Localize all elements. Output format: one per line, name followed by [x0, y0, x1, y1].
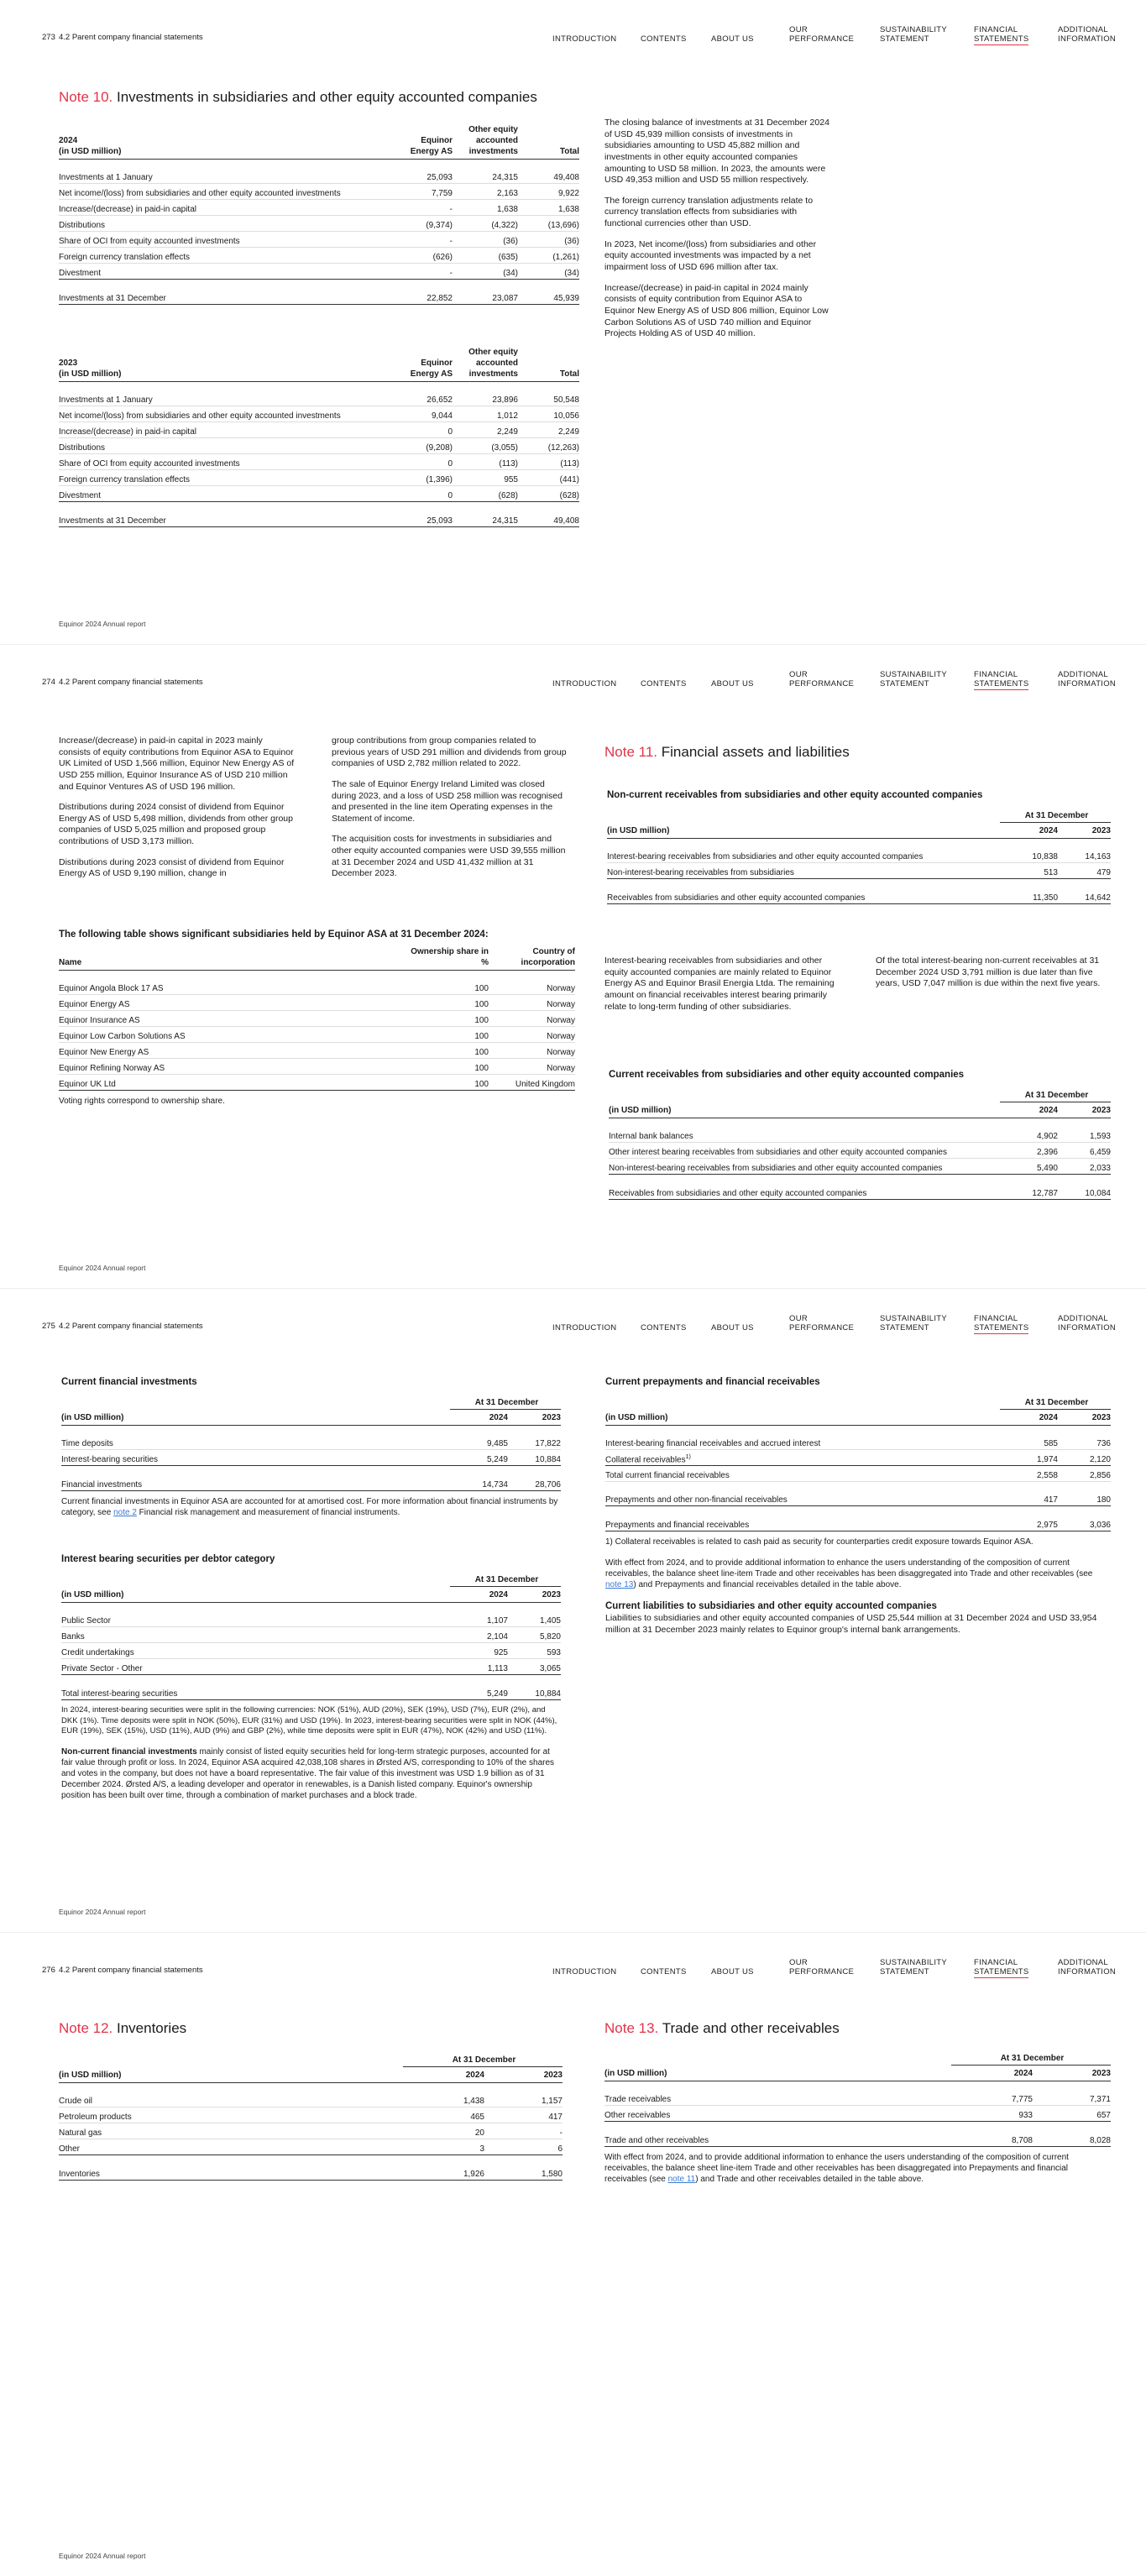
- table-total-row: Inventories 1,926 1,580: [59, 2155, 563, 2180]
- nav-sustainability-statement[interactable]: SUSTAINABILITY STATEMENT: [880, 1958, 948, 1977]
- trade-receivables-table: At 31 December (in USD million) 2024 2023 Trade receivables 7,775 7,371 Other receivables 933 657 Trade and other receivables 8,708 8,028: [604, 2049, 1111, 2147]
- nav-additional-information[interactable]: ADDITIONAL INFORMATION: [1058, 1314, 1117, 1333]
- page-number: 276: [42, 1966, 55, 1975]
- table-row: Net income/(loss) from subsidiaries and other equity accounted investments 7,759 2,163 9,922: [59, 184, 579, 200]
- table-row: Equinor Insurance AS 100 Norway: [59, 1010, 575, 1026]
- table-row: Distributions (9,208) (3,055) (12,263): [59, 438, 579, 454]
- table-total-row: Receivables from subsidiaries and other equity accounted companies 12,787 10,084: [609, 1175, 1111, 1200]
- table-row: Equinor UK Ltd 100 United Kingdom: [59, 1074, 575, 1090]
- footer: Equinor 2024 Annual report: [59, 619, 146, 628]
- nav-introduction[interactable]: INTRODUCTION: [552, 1967, 617, 1977]
- ibs-para: In 2024, interest-bearing securities were split in the following currencies: NOK (51%), AUD (20%), SEK (19%), USD (7%), EUR (2%), and DKK (1%). Time deposits were split in NOK (50%), EUR (31%) and USD (19%). In 2023, interest-bearing securities were split in NOK (44%), EUR (19%), SEK (15%), USD (11%), AUD (9%) and GBP (2%), while time deposits were split in EUR (47%), NOK (42%) and USD (11%).: [61, 1705, 557, 1736]
- table-row: Time deposits 9,485 17,822: [61, 1434, 561, 1450]
- nav-financial-statements[interactable]: FINANCIAL STATEMENTS: [974, 25, 1029, 44]
- table-row: Other receivables 933 657: [604, 2105, 1111, 2121]
- table-row: Foreign currency translation effects (1,396) 955 (441): [59, 470, 579, 486]
- note-13-link[interactable]: note 13: [605, 1580, 634, 1590]
- footer: Equinor 2024 Annual report: [59, 2551, 146, 2560]
- table-body: [59, 390, 579, 502]
- nav-about-us[interactable]: ABOUT US: [711, 1967, 754, 1977]
- cl-para: Liabilities to subsidiaries and other equity accounted companies of USD 25,544 million at 31 December 2024 and USD 33,954 million at 31 December 2023 mainly relates to Equinor group's internal bank arrangements.: [605, 1613, 1097, 1636]
- table-total-row: Receivables from subsidiaries and other equity accounted companies 11,350 14,642: [607, 879, 1111, 904]
- nav-financial-statements[interactable]: FINANCIAL STATEMENTS: [974, 1958, 1029, 1977]
- table-total-row: Investments at 31 December 22,852 23,087 45,939: [59, 280, 579, 305]
- ncr-title: Non-current receivables from subsidiaries and other equity accounted companies: [607, 790, 983, 800]
- note-12-title: Note 12. Inventories: [59, 2020, 187, 2036]
- table-body: [59, 168, 579, 280]
- table-subtotal-row: Total current financial receivables 2,558 2,856: [605, 1466, 1111, 1482]
- page-number: 275: [42, 1322, 55, 1331]
- cpf-footnote: 1) Collateral receivables is related to cash paid as security for counterparties credit exposure towards Equinor ASA.: [605, 1537, 1033, 1547]
- subsidiaries-table: Name Ownership share in % Country of incorporation Equinor Angola Block 17 AS 100 Norway Equinor Energy AS 100 Norway Equinor Insurance AS 100 Norway Equinor Low Carbon Solutions AS 100 Norway Equinor New Energy AS 100 Norway Equinor Refining Norway AS 100 Norway Equinor UK Ltd 100 United Kingdom: [59, 946, 575, 1089]
- table-row: Natural gas 20 -: [59, 2123, 563, 2139]
- table-row: Credit undertakings 925 593: [61, 1643, 561, 1659]
- nav-financial-statements[interactable]: FINANCIAL STATEMENTS: [974, 1314, 1029, 1333]
- table-body: [59, 978, 575, 1090]
- note-11-link[interactable]: note 11: [667, 2174, 696, 2184]
- page-275: [0, 1288, 1146, 1932]
- note-11-title: Note 11. Financial assets and liabilities: [604, 744, 850, 760]
- nav-our-performance[interactable]: OUR PERFORMANCE: [789, 670, 855, 689]
- table-row: Private Sector - Other 1,113 3,065: [61, 1659, 561, 1675]
- nav-introduction[interactable]: INTRODUCTION: [552, 679, 617, 689]
- table-row: Foreign currency translation effects (626) (635) (1,261): [59, 248, 579, 264]
- nav-about-us[interactable]: ABOUT US: [711, 34, 754, 44]
- nav-sustainability-statement[interactable]: SUSTAINABILITY STATEMENT: [880, 1314, 948, 1333]
- nav-contents[interactable]: CONTENTS: [641, 1967, 687, 1977]
- table-row: Crude oil 1,438 1,157: [59, 2091, 563, 2107]
- page-header: [42, 670, 1117, 690]
- table-row: Public Sector 1,107 1,405: [61, 1611, 561, 1627]
- ibs-title: Interest bearing securities per debtor category: [61, 1554, 275, 1564]
- table-row: Equinor Energy AS 100 Norway: [59, 994, 575, 1010]
- table-body: [59, 2091, 563, 2155]
- table-row: Interest-bearing receivables from subsidiaries and other equity accounted companies 10,838 14,163: [607, 847, 1111, 863]
- table-row: Non-interest-bearing receivables from subsidiaries 513 479: [607, 863, 1111, 879]
- nav-our-performance[interactable]: OUR PERFORMANCE: [789, 1958, 855, 1977]
- table-row: Equinor Angola Block 17 AS 100 Norway: [59, 978, 575, 994]
- note-10-continued-left: Increase/(decrease) in paid-in capital in 2023 mainly consists of equity contributions from Equinor ASA to Equinor UK Limited of USD 1,566 million, Equinor New Energy AS of USD 255 million, Equinor Insurance AS of USD 210 million and Equinor Ventures AS of USD 196 million. Distributions during 2024 consist of dividend from Equinor Energy AS of USD 5,498 million, dividends from other group companies of USD 5,025 million and proposed group contributions of USD 3,173 million. Distributions during 2023 consist of dividend from Equinor Energy AS of USD 9,190 million, change in: [59, 736, 295, 879]
- note-13-title: Note 13. Trade and other receivables: [604, 2020, 840, 2036]
- table-row: Other 3 6: [59, 2139, 563, 2155]
- table-body: [61, 1434, 561, 1466]
- table-row: Equinor Low Carbon Solutions AS 100 Norway: [59, 1026, 575, 1042]
- note-10-text: The closing balance of investments at 31 December 2024 of USD 45,939 million consists of investments in subsidiaries amounting to USD 45,882 million and investments in other equity accounted companies amounting to USD 58 million. In 2023, the amounts were USD 49,353 million and USD 55 million respectively. The foreign currency translation adjustments relate to currency translation effects from subsidiaries with functional currencies other than USD. In 2023, Net income/(loss) from subsidiaries and other equity accounted investments was impacted by a net impairment loss of USD 696 million after tax. Increase/(decrease) in paid-in capital in 2024 mainly consists of equity contribution from Equinor ASA to Equinor New Energy AS of USD 806 million, Equinor Low Carbon Solutions AS of USD 740 million and Equinor Projects Holding AS of USD 40 million.: [604, 118, 829, 339]
- table-row: Prepayments and other non-financial receivables 417 180: [605, 1490, 1111, 1506]
- note-2-link[interactable]: note 2: [113, 1508, 137, 1518]
- current-receivables-table: At 31 December (in USD million) 2024 2023 Internal bank balances 4,902 1,593 Other interest bearing receivables from subsidiaries and other equity accounted companies 2,396 6,459 Non-interest-bearing receivables from subsidiaries and other equity accounted companies 5,490 2,033 Receivables from subsidiaries and other equity accounted companies 12,787 10,084: [609, 1086, 1111, 1201]
- table-row: Other interest bearing receivables from subsidiaries and other equity accounted companies 2,396 6,459: [609, 1143, 1111, 1159]
- table-row: Share of OCI from equity accounted investments 0 (113) (113): [59, 454, 579, 470]
- ncfi-para: Non-current financial investments mainly consist of listed equity securities held for long-term strategic purposes, accounted for at fair value through profit or loss. In 2024, Equinor ASA acquired 42,038,108 shares in Ørsted A/S, corresponding to 10% of the shares and votes in the company, but does not have a board representative. The fair value of this investment was USD 1.9 billion as of 31 December 2024. Ørsted A/S, a leading developer and operator in renewables, is a Danish listed company. Equinor's ownership position has been built over time, through a combination of market purchases and a block trade.: [61, 1747, 555, 1801]
- nav-sustainability-statement[interactable]: SUSTAINABILITY STATEMENT: [880, 670, 948, 689]
- cr-title: Current receivables from subsidiaries and other equity accounted companies: [609, 1070, 965, 1080]
- investments-2023-table: 2023 (in USD million) Equinor Energy AS Other equity accounted investments Total Investments at 1 January 26,652 23,896 50,548 Net income/(loss) from subsidiaries and other equity accounted investments 9,044 1,012 10,056 Increase/(decrease) in paid-in capital 0 2,249 2,249 Distributions (9,208) (3,055) (12,263) Share of OCI from equity accounted investments 0 (113) (113) Foreign currency translation effects (1,396) 955 (441) Divestment 0 (628) (628) Investments at 31 December 25,093 24,315 49,408: [59, 348, 579, 526]
- table-total-row: Investments at 31 December 25,093 24,315 49,408: [59, 502, 579, 527]
- current-prepayments-table: At 31 December (in USD million) 2024 2023 Interest-bearing financial receivables and accrued interest 585 736 Collateral receivables$^{1)}$ 1,974 2,120 Total current financial receivables 2,558 2,856 Prepayments and other non-financial receivables 417 180 Prepayments and financial receivables 2,975 3,036: [605, 1394, 1111, 1532]
- nav-our-performance[interactable]: OUR PERFORMANCE: [789, 25, 855, 44]
- nav-about-us[interactable]: ABOUT US: [711, 679, 754, 689]
- page-273: [0, 0, 1146, 644]
- page-number: 274: [42, 678, 55, 687]
- section-title[interactable]: 4.2 Parent company financial statements: [59, 33, 203, 42]
- table-row: Distributions (9,374) (4,322) (13,696): [59, 216, 579, 232]
- table-row: Equinor New Energy AS 100 Norway: [59, 1042, 575, 1058]
- nav-sustainability-statement[interactable]: SUSTAINABILITY STATEMENT: [880, 25, 948, 44]
- nav-our-performance[interactable]: OUR PERFORMANCE: [789, 1314, 855, 1333]
- voting-rights-note: Voting rights correspond to ownership share.: [59, 1096, 225, 1106]
- page-header: [42, 1958, 1117, 1978]
- ncr-para-left: Interest-bearing receivables from subsidiaries and other equity accounted companies are mainly related to Equinor Energy AS and Equinor Brasil Energia Ltda. The remaining amount on financial receivables interest bearing primarily relate to long-term funding of other subsidiaries.: [604, 956, 835, 1012]
- nav-about-us[interactable]: ABOUT US: [711, 1323, 754, 1333]
- table-row: Trade receivables 7,775 7,371: [604, 2089, 1111, 2105]
- nav-contents[interactable]: CONTENTS: [641, 679, 687, 689]
- page-header: [42, 1314, 1117, 1334]
- table-total-row: Trade and other receivables 8,708 8,028: [604, 2121, 1111, 2146]
- note-10-title: Note 10. Investments in subsidiaries and other equity accounted companies: [59, 89, 537, 105]
- nav-contents[interactable]: CONTENTS: [641, 34, 687, 44]
- nav-additional-information[interactable]: ADDITIONAL INFORMATION: [1058, 1958, 1117, 1977]
- section-title[interactable]: 4.2 Parent company financial statements: [59, 1322, 203, 1331]
- nav-financial-statements[interactable]: FINANCIAL STATEMENTS: [974, 670, 1029, 689]
- table-row: Collateral receivables$^{1)}$ 1,974 2,120: [605, 1450, 1111, 1466]
- page-header: [42, 25, 1117, 45]
- table-row: Increase/(decrease) in paid-in capital 0 2,249 2,249: [59, 422, 579, 438]
- nav-additional-information[interactable]: ADDITIONAL INFORMATION: [1058, 670, 1117, 689]
- table-total-row: Total interest-bearing securities 5,249 10,884: [61, 1675, 561, 1700]
- table-row: Investments at 1 January 25,093 24,315 49,408: [59, 168, 579, 184]
- table-row: Non-interest-bearing receivables from subsidiaries and other equity accounted companies 5,490 2,033: [609, 1159, 1111, 1175]
- page-number: 273: [42, 33, 55, 42]
- table-total-row: Financial investments 14,734 28,706: [61, 1466, 561, 1491]
- non-current-receivables-table: At 31 December (in USD million) 2024 2023 Interest-bearing receivables from subsidiaries and other equity accounted companies 10,838 14,163 Non-interest-bearing receivables from subsidiaries 513 479 Receivables from subsidiaries and other equity accounted companies 11,350 14,642: [607, 807, 1111, 905]
- table-row: Divestment 0 (628) (628): [59, 486, 579, 502]
- table-row: Banks 2,104 5,820: [61, 1627, 561, 1643]
- table-body: [61, 1611, 561, 1675]
- cl-title: Current liabilities to subsidiaries and other equity accounted companies: [605, 1601, 937, 1612]
- table-body: [607, 847, 1111, 879]
- ncr-para-right: Of the total interest-bearing non-current receivables at 31 December 2024 USD 3,791 million is due later than five years, USD 7,047 million is due within the next five years.: [876, 956, 1101, 989]
- cfi-para: Current financial investments in Equinor ASA are accounted for at amortised cost. For more information about financial instruments by category, see note 2 Financial risk management and measurement of financial instruments.: [61, 1497, 558, 1518]
- subsidiaries-title: The following table shows significant subsidiaries held by Equinor ASA at 31 December 2024:: [59, 929, 489, 940]
- table-row: Divestment - (34) (34): [59, 264, 579, 280]
- table-body: [604, 2089, 1111, 2121]
- table-row: Share of OCI from equity accounted investments - (36) (36): [59, 232, 579, 248]
- current-financial-investments-table: At 31 December (in USD million) 2024 2023 Time deposits 9,485 17,822 Interest-bearing securities 5,249 10,884 Financial investments 14,734 28,706: [61, 1394, 561, 1492]
- table-row: Interest-bearing financial receivables and accrued interest 585 736: [605, 1434, 1111, 1450]
- table-row: Investments at 1 January 26,652 23,896 50,548: [59, 390, 579, 406]
- table-total-row: Prepayments and financial receivables 2,975 3,036: [605, 1506, 1111, 1531]
- page-274: [0, 644, 1146, 1288]
- investments-2024-table: 2024 (in USD million) Equinor Energy AS Other equity accounted investments Total Investments at 1 January 25,093 24,315 49,408 Net income/(loss) from subsidiaries and other equity accounted investments 7,759 2,163 9,922 Increase/(decrease) in paid-in capital - 1,638 1,638 Distributions (9,374) (4,322) (13,696) Share of OCI from equity accounted investments - (36) (36) Foreign currency translation effects (626) (635) (1,261) Divestment - (34) (34) Investments at 31 December 22,852 23,087 45,939: [59, 125, 579, 303]
- table-row: Internal bank balances 4,902 1,593: [609, 1127, 1111, 1143]
- cpf-title: Current prepayments and financial receivables: [605, 1377, 820, 1387]
- nav-introduction[interactable]: INTRODUCTION: [552, 1323, 617, 1333]
- table-row: Petroleum products 465 417: [59, 2107, 563, 2123]
- table-row: Increase/(decrease) in paid-in capital - 1,638 1,638: [59, 200, 579, 216]
- page-276: [0, 1932, 1146, 2576]
- tor-para: With effect from 2024, and to provide additional information to enhance the users understanding of the composition of current receivables, the balance sheet line-item Trade and other receivables has been disaggregated into Prepayments and financial receivables (see note 11) and Trade and other receivables detailed in the table above.: [604, 2152, 1069, 2184]
- inventories-table: At 31 December (in USD million) 2024 2023 Crude oil 1,438 1,157 Petroleum products 465 417 Natural gas 20 - Other 3 6 Inventories 1,926 1,580: [59, 2050, 563, 2181]
- note-10-continued-right: group contributions from group companies related to previous years of USD 291 million and dividends from group companies of USD 2,782 million related to 2022. The sale of Equinor Energy Ireland Limited was closed during 2023, and a loss of USD 258 million was recognised and presented in the line item Operating expenses in the Statement of income. The acquisition costs for investments in subsidiaries and other equity accounted companies were USD 39,555 million at 31 December 2024 and USD 41,432 million at 31 December 2023.: [332, 736, 567, 879]
- table-body: [609, 1127, 1111, 1175]
- section-title[interactable]: 4.2 Parent company financial statements: [59, 678, 203, 687]
- cpf-para: With effect from 2024, and to provide additional information to enhance the users understanding of the composition of current receivables, the balance sheet line-item Trade and other receivables has been disaggregated into Trade and other receivables (see note 13) and Prepayments and financial receivables detailed in the table above.: [605, 1558, 1093, 1590]
- nav-contents[interactable]: CONTENTS: [641, 1323, 687, 1333]
- nav-additional-information[interactable]: ADDITIONAL INFORMATION: [1058, 25, 1117, 44]
- footer: Equinor 2024 Annual report: [59, 1263, 146, 1272]
- cfi-title: Current financial investments: [61, 1377, 197, 1387]
- nav-introduction[interactable]: INTRODUCTION: [552, 34, 617, 44]
- footer: Equinor 2024 Annual report: [59, 1907, 146, 1916]
- table-row: Equinor Refining Norway AS 100 Norway: [59, 1058, 575, 1074]
- table-row: Interest-bearing securities 5,249 10,884: [61, 1450, 561, 1466]
- table-row: Net income/(loss) from subsidiaries and other equity accounted investments 9,044 1,012 10,056: [59, 406, 579, 422]
- interest-bearing-securities-table: At 31 December (in USD million) 2024 2023 Public Sector 1,107 1,405 Banks 2,104 5,820 Credit undertakings 925 593 Private Sector - Other 1,113 3,065 Total interest-bearing securities 5,249 10,884: [61, 1571, 561, 1701]
- section-title[interactable]: 4.2 Parent company financial statements: [59, 1966, 203, 1975]
